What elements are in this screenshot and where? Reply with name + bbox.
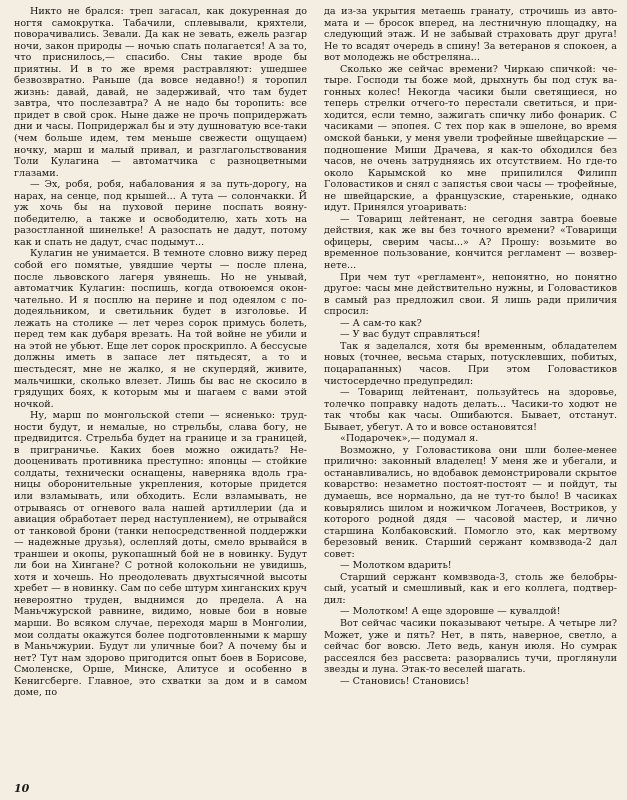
paragraph: При чем тут «регламент», непонятно, но понятно другое: часы мне действительно нужны, и Головастиков в самый раз предложил свои. Я лишь ради приличия спросил: xyxy=(324,271,617,318)
paragraph: Вот сейчас часики показывают четыре. А четыре ли? Может, уже и пять? Нет, в пять, наверное, светло, а сейчас бог вовсю. Лето ведь, канун июля. Но сумрак рассеялся без рассвета: разорвались тучи, проглянули звезды и луна. Этак-то веселей шагать. xyxy=(324,617,617,676)
paragraph: — Молотком! А еще здоровше — кувалдой! xyxy=(340,606,561,618)
page-number: 10 xyxy=(14,782,30,795)
paragraph: Кулагин не унимается. В темноте словно вижу перед собой его помятые, увядшие черты — после плена, после львовского лагеря увянешь. Но не унывай, автоматчик Кулагин: поспишь, когда отвоюемся окончательно. И я посплю на перине и под одеялом с пододеяльником, и светильник будет в изголовье. И лежать на столике — лет через сорок примусь болеть, перед тем как дубаря врезать. На той войне не убили и на этой не убьют. Еще лет сорок проскрипло. А бессусые должны иметь в запасе лет пятьдесят, а то и шестьдесят, мне не жалко, я не скупердяй, живите, мальчишки, сколько влезет. Лишь бы вас не скосило в грядущих боях, к которым мы и шагаем с вами этой ночкой. xyxy=(14,248,307,410)
paragraph: Возможно, у Головастикова они шли более-менее прилично: законный владелец! У меня же и убегали, и останавливались, но вдобавок демонстрировали скрытое коварство: незаметно постоят-постоят — и пойдут, ты думаешь, все нормально, да не тут-то было! В часиках ковырялись шилом и ножичком Логачеев, Востриков, у которого родной дядя — часовой мастер, и лично старшина Колбаковский. Помогло это, как мертвому березовый веник. Старший сержант комвзвода-2 дал совет: xyxy=(324,444,617,560)
paragraph: — Товарищ лейтенант, пользуйтесь на здоровье, толечко поправку надоть делать... Часики-то ходют не так чтобы как часы. Ошибаются. Бывает, отстанут. Бывает, убегут. А то и вовсе остановятся! xyxy=(324,387,617,433)
right-column xyxy=(324,6,617,778)
paragraph: Никто не брался: треп загасал, как докуренная до ногтя самокрутка. Табачили, сплевывали, кряхтели, поворачивались. Зевали. Да как не зевать, ежель разгар ночи, закон природы — ночью спать полагается! А за то, что приснилось,— спасибо. Сны такие вроде бы приятны. И в то же время растравляют: ушедшее безвозвратно. Раньше (да вовсе недавно!) я торопил жизнь: давай, давай, не задерживай, что там будет завтра, что послезавтра? А не надо бы торопить: все придет в свой срок. Ныне даже не прочь попридержать дни и часы. Попридержал бы и эту душноватую все-таки (чем больше идем, тем меньше свежести ощущаем) ночку, марш и малый привал, и разглагольствования Толи Кулагина — автоматчика с разноцветными глазами. xyxy=(14,6,307,179)
left-column xyxy=(14,6,307,778)
paragraph: — Молотком вдарить! xyxy=(340,560,452,572)
paragraph: «Подарочек»,— подумал я. xyxy=(340,433,479,445)
paragraph: — Эх, робя, робя, набалования я за путь-дорогу, на нарах, на сенце, под крышей... А тута — солончакки. Й уж хочь бы на пуховой перине поспать вояну-победителю, а также и освободителю, хать хоть на разостланной шинельке! А разоспать не дадут, потому как и спать не дадут, счас подымут... xyxy=(14,179,307,248)
paragraph: да из-за укрытия метаешь гранату, строчишь из автомата и — бросок вперед, на лестничную площадку, на следующий этаж. И не забывай страховать друг друга! Не то всадят очередь в спину! За ветеранов я спокоен, а вот молодежь не обстреляна... xyxy=(324,6,617,64)
paragraph: — У вас будут справляться! xyxy=(340,329,481,341)
paragraph: — Становись! Становись! xyxy=(340,675,470,687)
paragraph: — Товарищ лейтенант, не сегодня завтра боевые действия, как же вы без точного времени? «Товарищи офицеры, сверим часы...» А? Прошу: возьмите во временное пользование, кончится регламент — возвернете... xyxy=(324,213,617,272)
paragraph: Старший сержант комвзвода-3, столь же белобрысый, усатый и смешливый, как и его коллега, подтвердил: xyxy=(324,571,617,606)
paragraph: — А сам-то как? xyxy=(340,317,422,329)
paragraph: Так я заделался, хотя бы временным, обладателем новых (точнее, весьма старых, потусклевших, побитых, поцарапанных) часов. При этом Головастиков чистосердечно предупредил: xyxy=(324,340,617,387)
paragraph: Сколько же сейчас времени? Чиркаю спичкой: четыре. Господи ты боже мой, дрыхнуть бы под стук вагонных колес! Некогда часики были светящиеся, но теперь стрелки отчего-то перестали светиться, и приходится, если темно, зажигать спичку либо фонарик. С часиками — эпопея. С тех пор как в эшелоне, во время омской баньки, у меня увели трофейные швейцарские — подношение Миши Драчева, я как-то обходился без часов, не очень затрудняясь их отсутствием. Но где-то около Карымской ко мне припилился Филипп Головастиков и снял с запястья свои часы — трофейные, не швейцарские, а французские, старенькие, однако идут. Принялся угоаривать: xyxy=(324,63,617,214)
paragraph: Ну, марш по монгольской степи — ясненько: трудности будут, и немалые, но стрельбы, слава богу, не предвидится. Стрельба будет на границе и за границей, в приграничье. Каких боев можно ожидать? Недооценивать противника преступно: японцы — стойкие солдаты, технически оснащены, наверняка вдоль границы оборонительные укрепления, которые придется или взламывать, или обходить. Если взламывать, не отрываясь от огневого вала нашей артиллерии (да и авиация обработает перед наступлением), не отрывайся от танковой брони (танки непосредственной поддержки — надежные друзья), ослепляй доты, смело врывайся в траншеи и окопы, рукопашный бой не в новинку. Будут ли бои на Хингане? С ротной колокольни не увидишь, хотя и хочешь. Но преодолевать двухтысячной высоты хребет — в новинку. Сам по себе штурм хинганских круч невероятно труден, выднимся до предела. А на Маньчжурской равнине, видимо, новые бои в новые марши. Во всяком случае, переходя марш в Монголии, мои солдаты окажутся более подготовленными к маршу в Маньчжурии. Будут ли уличные бои? А почему бы и нет? Тут нам здорово пригодится опыт боев в Борисове, Смоленске, Орше, Минске, Алитусе и особенно в Кенигсберге. Главное, это схватки за дом и в самом доме, по xyxy=(14,410,307,699)
text-columns xyxy=(14,6,617,778)
